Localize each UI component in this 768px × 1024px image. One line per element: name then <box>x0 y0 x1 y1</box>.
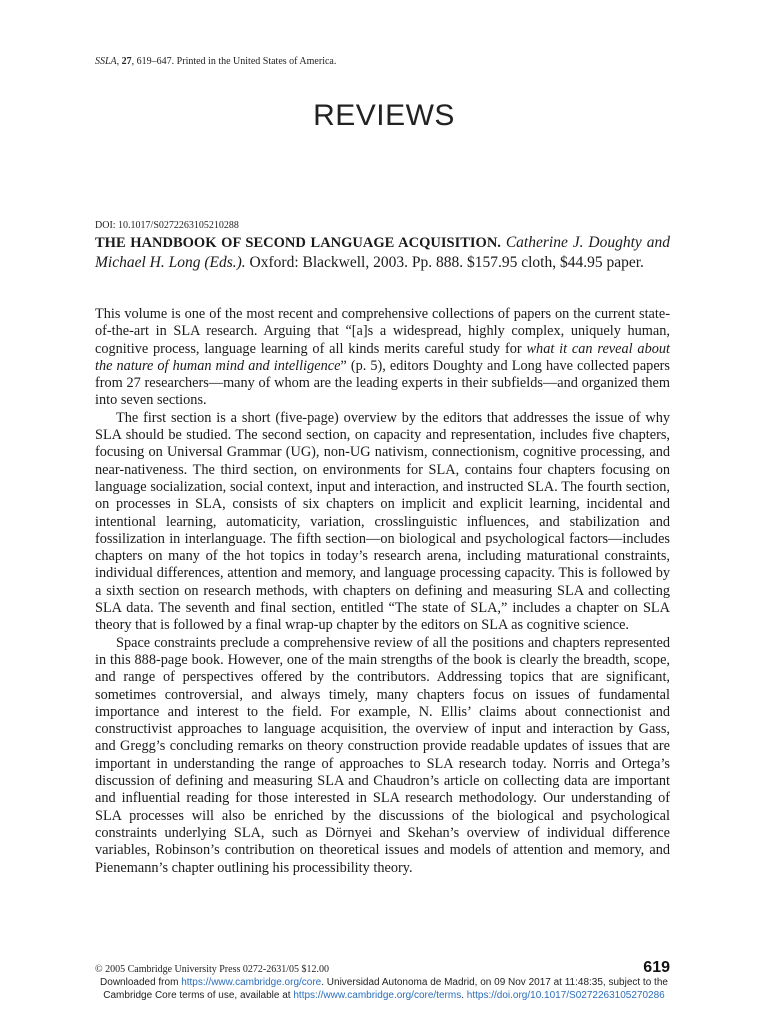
paragraph-1-part-a: This volume is one of the most recent and comprehensive collections of papers on the current state-of-the-art in SLA research. Arguing that “[a]s a widespread, highly complex, uniquely human, cognitive process, language learning of all kinds merits careful study for <box>95 306 670 357</box>
publication-details: Oxford: Blackwell, 2003. Pp. 888. $157.95 cloth, $44.95 paper. <box>249 254 644 271</box>
paragraph-2: The first section is a short (five-page) overview by the editors that addresses the issue of why SLA should be studied. The second section, on capacity and representation, includes five chapters, focusing on Universal Grammar (UG), non-UG nativism, connectionism, cognitive processing, and near-nativeness. The third section, on environments for SLA, contains four chapters focusing on language socialization, social context, input and interaction, and instructed SLA. The fourth section, on processes in SLA, consists of six chapters on implicit and explicit learning, incidental and intentional learning, automaticity, variation, crosslinguistic influences, and stabilization and fossilization in interlanguage. The fifth section—on biological and psychological factors—includes chapters on many of the hot topics in today’s research arena, including maturational constraints, individual differences, attention and memory, and language processing capacity. This is followed by a sixth section on research methods, with chapters on defining and measuring SLA and collecting SLA data. The seventh and final section, entitled “The state of SLA,” includes a chapter on SLA theory that is followed by a final wrap-up chapter by the editors on SLA as cognitive science. <box>95 409 670 634</box>
download-text-1: Downloaded from <box>100 977 182 988</box>
journal-abbrev: SSLA <box>95 56 117 67</box>
volume-number: 27 <box>121 56 132 67</box>
page-number: 619 <box>643 959 670 976</box>
cambridge-core-link[interactable]: https://www.cambridge.org/core <box>181 977 322 988</box>
terms-link[interactable]: https://www.cambridge.org/core/terms <box>293 990 462 1001</box>
copyright-line: © 2005 Cambridge University Press 0272-2631/05 $12.00 <box>95 964 329 975</box>
running-head-rest: , 619–647. Printed in the United States of America. <box>131 56 337 67</box>
book-editors: Catherine J. Doughty and Michael H. Long (Eds.). <box>95 234 670 271</box>
running-head: SSLA, 27, 619–647. Printed in the United States of America. <box>95 56 337 67</box>
book-citation <box>95 233 670 272</box>
download-text-2: . Universidad Autonoma de Madrid, on 09 Nov 2017 at 11:48:35, subject to the <box>321 977 668 988</box>
section-title: REVIEWS <box>313 99 455 132</box>
paragraph-1-part-b: ” (p. 5), editors Doughty and Long have collected papers from 27 researchers—many of whom are the leading experts in their subfields—and organized them into seven sections. <box>95 357 670 409</box>
download-text-4: . <box>461 990 467 1001</box>
download-notice <box>0 976 768 1002</box>
paragraph-1 <box>95 306 670 410</box>
download-text-3: Cambridge Core terms of use, available at <box>103 990 294 1001</box>
quoted-phrase: what it can reveal about the nature of human mind and intelligence <box>95 340 670 374</box>
doi-line: DOI: 10.1017/S0272263105210288 <box>95 220 239 231</box>
paragraph-3: Space constraints preclude a comprehensive review of all the positions and chapters represented in this 888-page book. However, one of the main strengths of the book is clearly the breadth, scope, and range of perspectives offered by the contributors. Addressing topics that are significant, sometimes controversial, and always timely, many chapters focus on issues of fundamental importance and interest to the field. For example, N. Ellis’ claims about connectionist and constructivist approaches to language acquisition, the overview of input and interaction by Gass, and Gregg’s concluding remarks on theory construction provide readable updates of issues that are important in understanding the range of approaches to SLA research today. Norris and Ortega’s discussion of defining and measuring SLA and Chaudron’s article on collecting data are important and influential reading for those interested in SLA research methodology. Our understanding of SLA processes will also be enriched by the discussions of the biological and psychological constraints underlying SLA, such as Dörnyei and Skehan’s overview of individual difference variables, Robinson’s contribution on theoretical issues and models of attention and memory, and Pienemann’s chapter outlining his processibility theory. <box>95 634 670 876</box>
doi-link[interactable]: https://doi.org/10.1017/S0272263105270286 <box>466 990 665 1001</box>
book-title: THE HANDBOOK OF SECOND LANGUAGE ACQUISITION. <box>95 235 501 251</box>
review-body <box>95 306 670 877</box>
